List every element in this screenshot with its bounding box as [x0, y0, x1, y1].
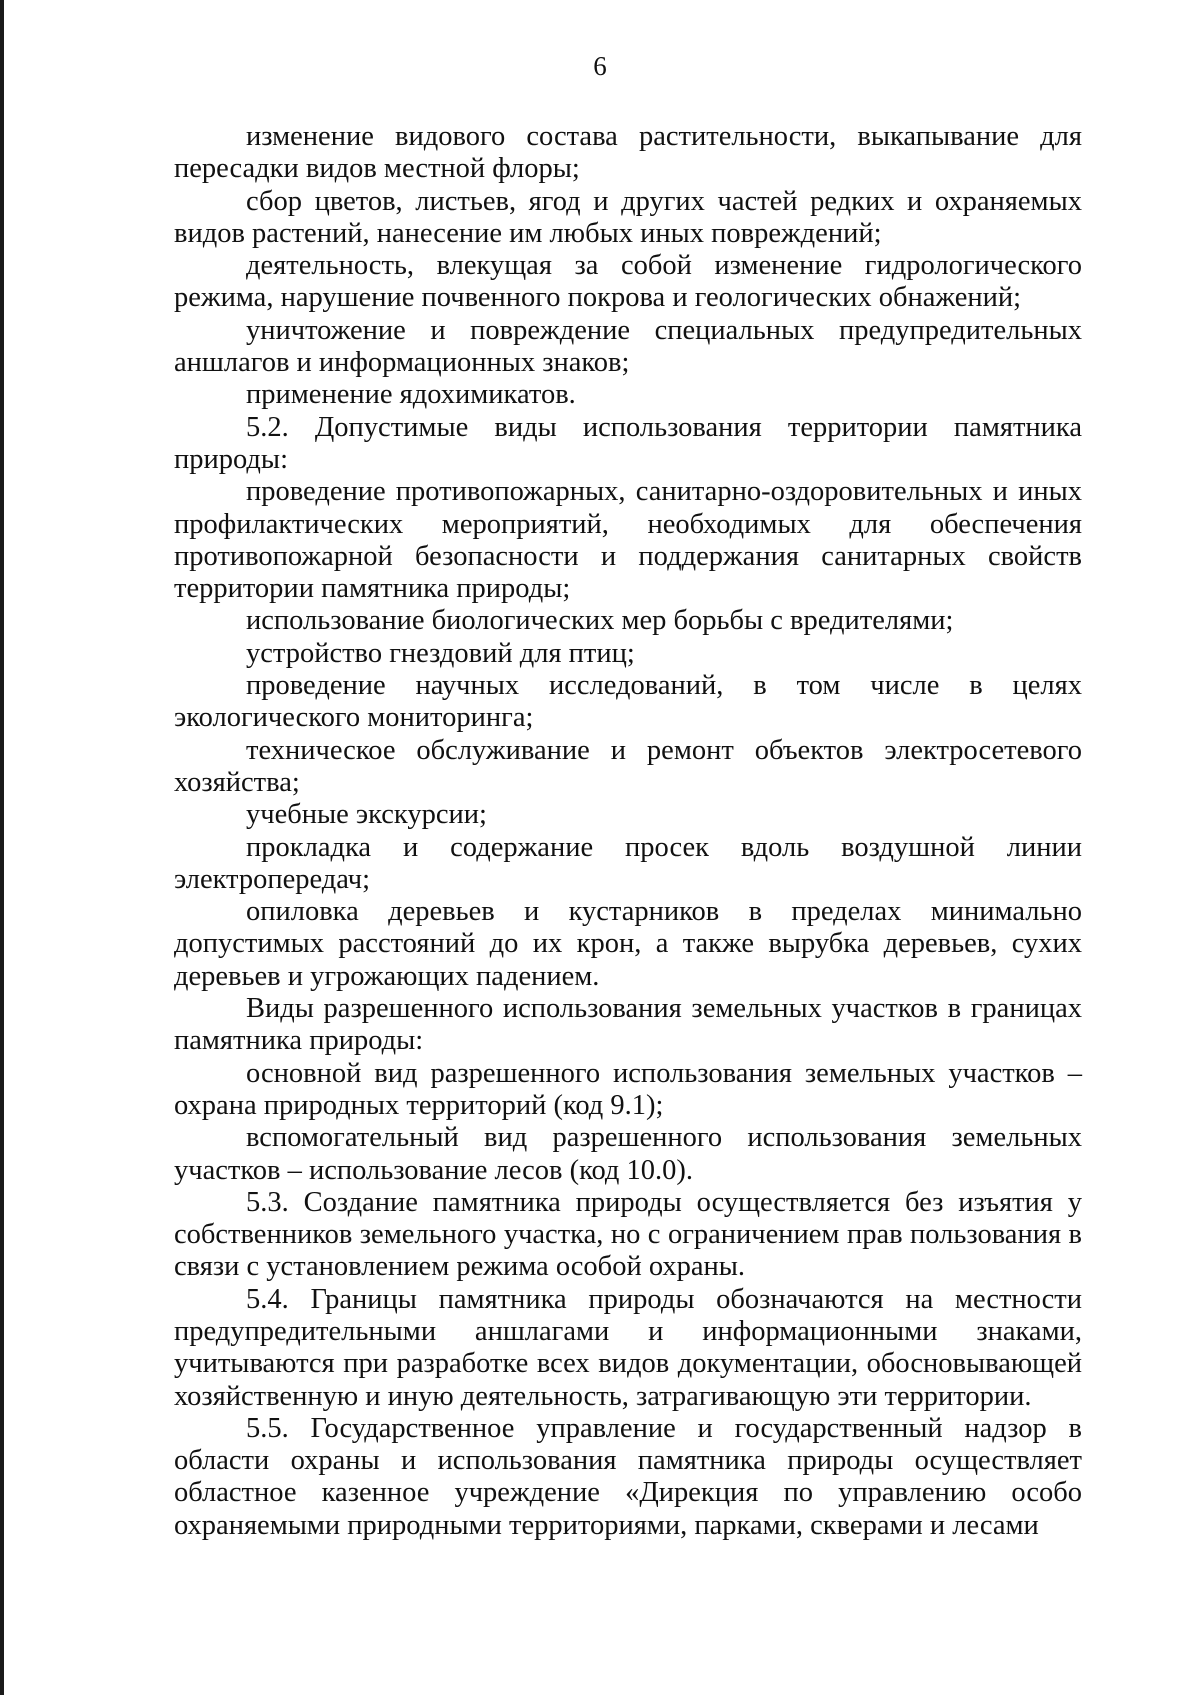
- section-5-2-heading: 5.2. Допустимые виды использования территории памятника природы:: [174, 411, 1082, 475]
- section-5-3-paragraph: 5.3. Создание памятника природы осуществляется без изъятия у собственников земельного участка, но с ограничением прав пользования в связи с установлением режима особой охраны.: [174, 1186, 1082, 1283]
- paragraph: уничтожение и повреждение специальных предупредительных аншлагов и информационных знаков;: [174, 314, 1082, 379]
- section-5-4-paragraph: 5.4. Границы памятника природы обозначаются на местности предупредительными аншлагами и информационными знаками, учитываются при разработке всех видов документации, обосновывающей хозяйственную и иную деятельность, затрагивающую эти территории.: [174, 1283, 1082, 1412]
- paragraph: устройство гнездовий для птиц;: [246, 637, 635, 669]
- paragraph: учебные экскурсии;: [246, 799, 487, 831]
- paragraph: техническое обслуживание и ремонт объектов электросетевого хозяйства;: [174, 734, 1082, 798]
- paragraph: опиловка деревьев и кустарников в пределах минимально допустимых расстояний до их крон, а также вырубка деревьев, сухих деревьев и угрожающих падением.: [174, 896, 1082, 992]
- paragraph: проведение научных исследований, в том числе в целях экологического мониторинга;: [174, 670, 1082, 734]
- paragraph: проведение противопожарных, санитарно-оздоровительных и иных профилактических мероприятий, необходимых для обеспечения противопожарной безопасности и поддержания санитарных свойств территории памятника природы;: [174, 476, 1082, 605]
- paragraph: сбор цветов, листьев, ягод и других частей редких и охраняемых видов растений, нанесение им любых иных повреждений;: [174, 185, 1082, 249]
- scan-edge-shadow: [0, 0, 4, 1695]
- paragraph: применение ядохимикатов.: [246, 379, 576, 411]
- document-body: [174, 121, 1082, 1542]
- paragraph: изменение видового состава растительности, выкапывание для пересадки видов местной флоры;: [174, 121, 1082, 185]
- paragraph: использование биологических мер борьбы с вредителями;: [246, 605, 954, 637]
- paragraph: вспомогательный вид разрешенного использования земельных участков – использование лесов (код 10.0).: [174, 1122, 1082, 1186]
- paragraph: деятельность, влекущая за собой изменение гидрологического режима, нарушение почвенного покрова и геологических обнажений;: [174, 250, 1082, 314]
- page-number: 6: [593, 51, 607, 81]
- section-5-5-paragraph: 5.5. Государственное управление и государственный надзор в области охраны и использования памятника природы осуществляет областное казенное учреждение «Дирекция по управлению особо охраняемыми природными территориями, парками, скверами и лесами: [174, 1412, 1082, 1541]
- paragraph: основной вид разрешенного использования земельных участков – охрана природных территорий (код 9.1);: [174, 1057, 1082, 1121]
- paragraph: прокладка и содержание просек вдоль воздушной линии электропередач;: [174, 831, 1082, 895]
- paragraph: Виды разрешенного использования земельных участков в границах памятника природы:: [174, 993, 1082, 1057]
